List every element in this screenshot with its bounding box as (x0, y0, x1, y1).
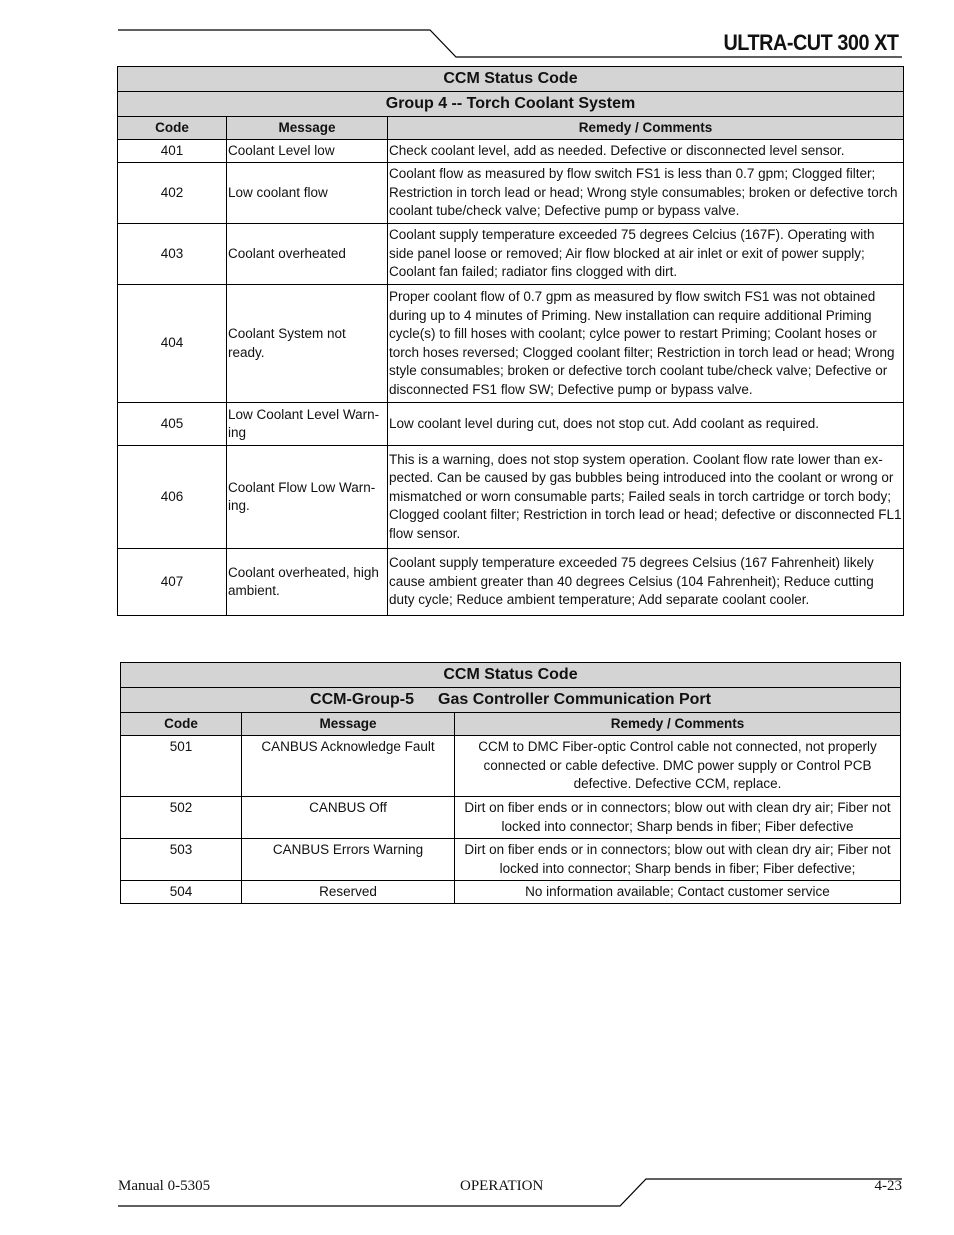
remedy-cell: Coolant flow as measured by flow switch FS1 is less than 0.7 gpm; Clogged filter; Restriction in torch lead or head; Wrong style consumables; broken or defective torch coolant tube/check valve; Defective pump or bypass valve. (388, 163, 904, 224)
table-row (118, 549, 904, 616)
table-title: CCM Status Code (118, 67, 904, 92)
message-cell: Low coolant flow (227, 163, 388, 224)
code-cell: 403 (118, 224, 227, 285)
column-header-remedy: Remedy / Comments (455, 713, 901, 736)
column-header-remedy: Remedy / Comments (388, 117, 904, 140)
message-cell: Coolant overheated, high ambient. (227, 549, 388, 616)
code-cell: 503 (121, 839, 242, 881)
column-header-code: Code (118, 117, 227, 140)
table-row (118, 224, 904, 285)
brand-title: ULTRA-CUT 300 XT (722, 30, 898, 55)
table-row (118, 163, 904, 224)
table-subtitle: Group 4 -- Torch Coolant System (118, 92, 904, 117)
table-row (118, 446, 904, 549)
column-header-code: Code (121, 713, 242, 736)
message-cell: Coolant Flow Low Warn-ing. (227, 446, 388, 549)
remedy-cell: No information available; Contact customer service (455, 881, 901, 904)
column-header-message: Message (227, 117, 388, 140)
remedy-cell: Dirt on fiber ends or in connectors; blow out with clean dry air; Fiber not locked into connector; Sharp bends in fiber; Fiber defective; (455, 839, 901, 881)
code-cell: 502 (121, 797, 242, 839)
code-cell: 404 (118, 285, 227, 403)
table-title: CCM Status Code (121, 663, 901, 688)
remedy-cell: Coolant supply temperature exceeded 75 degrees Celcius (167F). Operating with side panel loose or removed; Air flow blocked at air inlet or exit of power supply; Coolant fan failed; radiator fins clogged with dirt. (388, 224, 904, 285)
table-row (118, 285, 904, 403)
remedy-cell: Proper coolant flow of 0.7 gpm as measured by flow switch FS1 was not obtained during up to 4 minutes of Priming. New installation can require additional Priming cycle(s) to fill hoses with coolant; cylce power to restart Priming; Coolant hoses or torch hoses reversed; Clogged coolant filter; Restriction in torch lead or head; Wrong style consumables; broken or defective torch coolant tube/check valve; Defective or disconnected FS1 flow SW; Defective pump or bypass valve. (388, 285, 904, 403)
footer-manual: Manual 0-5305 (118, 1178, 211, 1194)
table-row (121, 797, 901, 839)
code-cell: 405 (118, 403, 227, 446)
message-cell: Reserved (242, 881, 455, 904)
table-subtitle-port: Gas Controller Communication Port (438, 690, 711, 708)
remedy-cell: This is a warning, does not stop system operation. Coolant flow rate lower than ex-pected. Can be caused by gas bubbles being introduced into the coolant or wrong or mismatched or worn consumable parts; Failed seals in torch cartridge or torch body; Clogged coolant filter; Restriction in torch lead or head; defective or disconnected FL1 flow sensor. (388, 446, 904, 549)
code-cell: 504 (121, 881, 242, 904)
message-cell: CANBUS Acknowledge Fault (242, 736, 455, 797)
table-subtitle (121, 688, 901, 713)
message-cell: Coolant Level low (227, 140, 388, 163)
message-cell: Low Coolant Level Warn-ing (227, 403, 388, 446)
column-header-message: Message (242, 713, 455, 736)
remedy-cell: Coolant supply temperature exceeded 75 degrees Celsius (167 Fahrenheit) likely cause ambient greater than 40 degrees Celsius (104 Fahrenheit); Reduce cutting duty cycle; Reduce ambient temperature; Add separate coolant cooler. (388, 549, 904, 616)
table-row (121, 881, 901, 904)
group5-table (120, 662, 901, 904)
footer-section: OPERATION (460, 1178, 544, 1194)
remedy-cell: Low coolant level during cut, does not stop cut. Add coolant as required. (388, 403, 904, 446)
table-row (118, 403, 904, 446)
message-cell: CANBUS Errors Warning (242, 839, 455, 881)
group4-table (117, 66, 904, 616)
message-cell: Coolant System not ready. (227, 285, 388, 403)
table-row (118, 140, 904, 163)
remedy-cell: CCM to DMC Fiber-optic Control cable not connected, not properly connected or cable defective. DMC power supply or Control PCB defective. Defective CCM, replace. (455, 736, 901, 797)
remedy-cell: Check coolant level, add as needed. Defective or disconnected level sensor. (388, 140, 904, 163)
code-cell: 402 (118, 163, 227, 224)
table-subtitle-group: CCM-Group-5 (310, 690, 415, 708)
remedy-cell: Dirt on fiber ends or in connectors; blow out with clean dry air; Fiber not locked into connector; Sharp bends in fiber; Fiber defective (455, 797, 901, 839)
code-cell: 501 (121, 736, 242, 797)
message-cell: Coolant overheated (227, 224, 388, 285)
code-cell: 401 (118, 140, 227, 163)
message-cell: CANBUS Off (242, 797, 455, 839)
footer-page-number: 4-23 (874, 1178, 902, 1194)
code-cell: 406 (118, 446, 227, 549)
table-row (121, 736, 901, 797)
table-row (121, 839, 901, 881)
code-cell: 407 (118, 549, 227, 616)
